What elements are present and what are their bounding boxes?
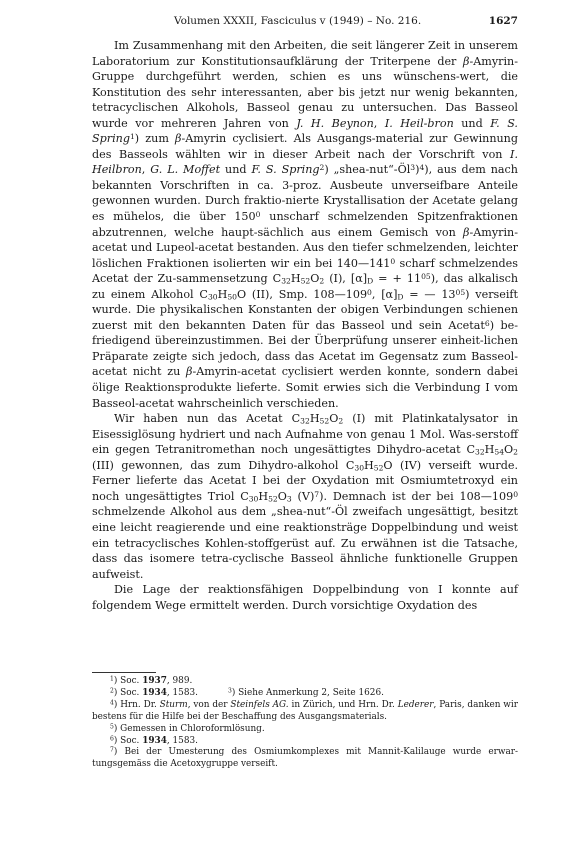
text-run: H (258, 489, 269, 503)
page-header (92, 14, 518, 28)
greek-beta: β (463, 225, 470, 239)
text-run: = + 11 (373, 272, 422, 286)
text-run: (I), [α] (324, 272, 368, 286)
text-run: O (II), Smp. 108—109 (236, 287, 368, 301)
text-run: ) zum (134, 132, 176, 146)
page-number: 1627 (488, 15, 518, 27)
footnote-ref: 5 (460, 287, 466, 297)
footnote-4 (92, 700, 518, 724)
footnote-6 (92, 736, 518, 748)
text-run: O (329, 412, 339, 426)
text-run: ) Gemessen in Chloroformlösung. (113, 723, 265, 734)
text-run: , (373, 116, 385, 130)
text-run: ). Demnach ist der bei 108—109 (319, 489, 514, 503)
running-title: Volumen XXXII, Fasciculus v (1949) – No. 216. (174, 15, 422, 27)
footnote-number: 2 (110, 687, 114, 695)
footnote-number: 4 (110, 699, 114, 707)
text-run: ), aus dem nach bekannten Vorschriften in ca. 3-proz. Ausbeute unverseifbare Anteile gewonnen wurden. Durch fraktio-nierte Krystallisation der Acetate gelang es mühelos, die über 150 (92, 163, 518, 224)
formula-subscript: 32 (475, 447, 485, 457)
text-run: ) Soc. (113, 676, 143, 686)
text-run: H (484, 443, 495, 457)
greek-beta: β (186, 365, 193, 379)
text-run: H (290, 272, 301, 286)
footnote-number: 1 (110, 675, 114, 683)
formula-subscript: 2 (338, 416, 344, 426)
footnote-ref: 3 (410, 163, 416, 173)
citation-year: 1937 (142, 676, 167, 686)
paragraph-1 (92, 38, 518, 411)
footnote-ref: 7 (314, 489, 320, 499)
text-run: ) (415, 163, 420, 177)
text-run: , (141, 163, 151, 177)
footnote-5 (92, 724, 518, 736)
text-run: ) Bei der Umesterung des Osmiumkomplexes mit Mannit-Kalilauge wurde erwar-tungsgemäss die Acetoxygruppe verseift. (92, 747, 518, 770)
text-run: -Amyrin-acetat cyclisiert werden konnte, sondern dabei ölige Reaktionsprodukte lieferte. Somit erwies sich die Verbindung I vom Basseol-acetat wahrscheinlich verschieden. (92, 365, 518, 410)
citation-year: 1934 (142, 687, 167, 698)
formula-subscript: 50 (227, 292, 237, 302)
text-run: (III) gewonnen, das zum Dihydro-alkohol C (92, 458, 355, 472)
text-run: in Zürich, und Hrn. Dr. (288, 699, 398, 710)
degree-mark: 0 (390, 256, 396, 266)
text-run: -Amyrin cyclisiert. Als Ausgangs-material zur Gewinnung des Basseols wählten wir in dieser Arbeit nach der Vorschrift von (92, 132, 518, 161)
text-run: , Paris, danken wir bestens für die Hilfe bei der Beschaffung des Ausgangsmaterials. (92, 699, 518, 722)
footnote-1 (92, 676, 518, 688)
formula-subscript: 52 (373, 463, 384, 473)
text-run: ) be-friedigend übereinzustimmen. Bei der Überprüfung unserer einheit-lichen Präparate zeigte sich jedoch, dass das Acetat im Gegensatz zum Basseol-acetat nicht zu (92, 318, 518, 379)
text-run: ) Soc. (113, 687, 143, 698)
formula-subscript: 30 (354, 463, 365, 473)
text-run: H (309, 412, 320, 426)
citation-year: 1934 (142, 735, 167, 746)
text-run: H (217, 287, 228, 301)
text-run: ), das alkalisch zu einem Alkohol C (92, 272, 518, 301)
footnote-ref: 2 (319, 163, 325, 173)
text-run: , 1583. (166, 735, 198, 746)
formula-subscript: 32 (281, 276, 291, 286)
text-run: schmelzende Alkohol aus dem „shea-nut“-Öl zweifach ungesättigt, besitzt eine leicht reagierende und eine reaktionsträge Doppelbindung und weist ein tetracyclisches Kohlen-stoffgerüst auf. Zu erwähnen ist die Tatsache, dass das isomere tetra-cyclische Basseol ähnliche funktionelle Gruppen aufweist. (92, 505, 518, 581)
degree-mark: 0 (255, 209, 261, 219)
text-run: ) Soc. (113, 735, 143, 746)
company-name: Steinfels AG. (230, 699, 289, 710)
text-run: ) Siehe Anmerkung 2, Seite 1626. (231, 687, 384, 698)
formula-subscript: 3 (286, 494, 292, 504)
footnotes (92, 676, 518, 771)
text-run: Im Zusammenhang mit den Arbeiten, die seit längerer Zeit in unserem Laboratorium zur Konstitutionsaufklärung der Triterpene der (92, 39, 518, 68)
formula-subscript: 2 (319, 276, 325, 286)
text-run: (V) (291, 489, 315, 503)
text-run: und (453, 116, 491, 130)
text-run: und (220, 163, 252, 177)
formula-subscript: 54 (494, 447, 505, 457)
greek-beta: β (463, 54, 470, 68)
footnote-ref: 4 (419, 163, 425, 173)
degree-mark: 0 (455, 287, 461, 297)
formula-subscript: D (367, 276, 374, 286)
person-name: Sturm (159, 699, 188, 710)
paragraph-2 (92, 411, 518, 582)
formula-subscript: 2 (513, 447, 518, 457)
text-run: O (IV) verseift wurde. Ferner lieferte das Acetat I bei der Oxydation mit Osmiumtetroxyd ein noch ungesättigtes Triol C (92, 458, 518, 503)
text-run: , 1583. (166, 687, 198, 698)
text-run: unscharf schmelzenden Spitzenfraktionen abzutrennen, welche haupt-sächlich aus einem Gemisch von (92, 210, 518, 239)
greek-beta: β (175, 132, 182, 146)
footnote-number: 3 (227, 687, 232, 695)
degree-mark: 0 (421, 272, 426, 282)
text-run: , [α] (371, 287, 398, 301)
text-run: ) verseift wurde. Die physikalischen Konstanten der obigen Verbindungen schienen zuerst mit den bekannten Daten für das Basseol und sein Acetat (92, 287, 518, 332)
text-run: O (504, 443, 514, 457)
degree-mark: 0 (367, 287, 372, 297)
text-run: scharf schmelzendes Acetat der Zu-sammensetzung C (92, 256, 518, 286)
paragraph-3 (92, 582, 518, 613)
text-run: O (277, 489, 287, 503)
text-run: ) „shea-nut“-Öl (324, 163, 411, 177)
author-name: J. H. Beynon (296, 116, 374, 130)
text-run: ) Hrn. Dr. (113, 699, 160, 710)
author-name: I. Heil-bron (384, 116, 454, 130)
person-name: Lederer (397, 699, 434, 710)
formula-subscript: 52 (300, 276, 311, 286)
author-name: F. S. Spring (92, 116, 518, 146)
text-run: Die Lage der reaktionsfähigen Doppelbindung von I konnte auf folgendem Wege ermittelt werden. Durch vorsichtige Oxydation des (92, 583, 518, 612)
formula-subscript: 30 (207, 292, 218, 302)
main-text (92, 38, 518, 613)
text-run: = — 13 (403, 287, 456, 301)
footnote-ref: 1 (129, 132, 135, 142)
author-name: F. S. Spring (251, 163, 320, 177)
footnote-number: 7 (110, 746, 114, 754)
formula-subscript: 32 (300, 416, 310, 426)
text-run: Wir haben nun das Acetat C (114, 412, 301, 426)
author-name: I. Heilbron (92, 147, 518, 177)
text-run: -Amyrin-Gruppe durchgeführt werden, schien es uns wünschens-wert, die Konstitution des sehr interessanten, aber bis jetzt nur wenig bekannten, tetracyclischen Alkohols, Basseol genau zu untersuchen. Das Basseol wurde vor mehreren Jahren von (92, 54, 518, 130)
text-run: -Amyrin-acetat und Lupeol-acetat bestanden. Aus den tiefer schmelzenden, leichter löslichen Fraktionen isolierten wir ein bei 140—141 (92, 225, 518, 270)
author-name: G. L. Moffet (150, 163, 221, 177)
footnote-7 (92, 747, 518, 771)
degree-mark: 0 (513, 489, 519, 499)
footnote-ref: 6 (484, 318, 490, 328)
formula-subscript: 52 (319, 416, 330, 426)
footnote-ref: 5 (425, 272, 431, 282)
formula-subscript: D (397, 292, 404, 302)
footnote-number: 6 (110, 735, 114, 742)
text-run: , 989. (166, 676, 193, 686)
text-run: (I) mit Platinkatalysator in Eisessiglösung hydriert und nach Aufnahme von genau 1 Mol. Was-serstoff ein gegen Tetranitromethan noch ungesättigtes Dihydro-acetat C (92, 412, 518, 457)
text-run: H (364, 458, 374, 472)
formula-subscript: 52 (268, 494, 278, 504)
formula-subscript: 30 (248, 494, 259, 504)
footnote-2-3 (92, 688, 518, 700)
text-run: O (310, 272, 320, 286)
text-run: , von der (187, 699, 231, 710)
footnote-divider (92, 672, 156, 673)
footnote-number: 5 (110, 723, 114, 731)
